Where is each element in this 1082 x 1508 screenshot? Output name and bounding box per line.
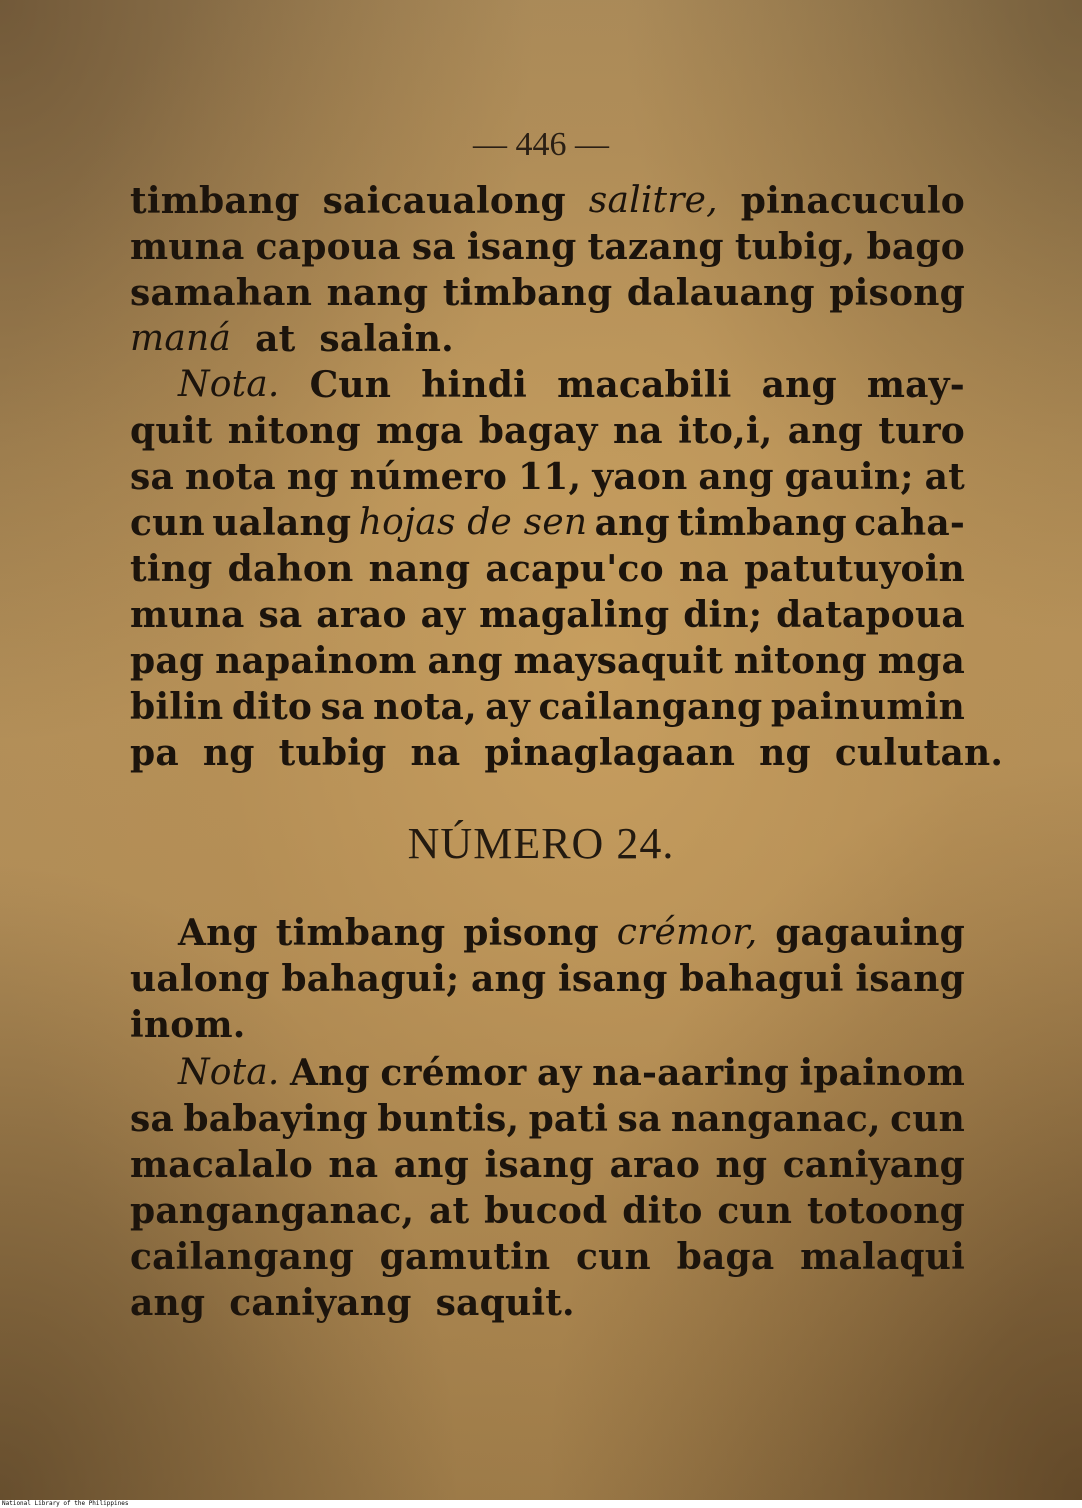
text-line [130, 1236, 965, 1278]
word: nitong [227, 410, 361, 452]
word: tazang [587, 226, 724, 268]
word: dito [622, 1190, 703, 1232]
word: pa [130, 732, 179, 774]
italic-word: crémor, [616, 912, 758, 953]
word: dito [231, 686, 313, 728]
word: dahon [227, 548, 354, 590]
word: hindi [421, 364, 528, 406]
word: na [328, 1144, 379, 1186]
word: cun [130, 502, 205, 544]
word: cun [576, 1236, 651, 1278]
word: crémor [380, 1052, 527, 1094]
word: salain. [319, 318, 454, 360]
word: ito,i, [678, 410, 773, 452]
text-line [130, 548, 965, 590]
page-number: — 446 — [473, 126, 609, 163]
word: ang [594, 502, 670, 544]
text-line [130, 1004, 965, 1046]
word: nang [326, 272, 429, 314]
text-line [130, 1190, 965, 1232]
word: ang [427, 640, 503, 682]
word: ay [485, 686, 530, 728]
word: timbang [130, 180, 300, 222]
text-line [130, 732, 1004, 774]
word: patutuyoin [744, 548, 965, 590]
word: ay [536, 1052, 582, 1094]
word: cailangang [130, 1236, 354, 1278]
word: pisong [829, 272, 965, 314]
word: saicaualong [322, 180, 566, 222]
word: pati [528, 1098, 609, 1140]
word: at [255, 318, 296, 360]
italic-word: salitre, [588, 180, 718, 221]
word: sa [258, 594, 303, 636]
word: na [679, 548, 729, 590]
word: pisong [463, 912, 599, 954]
word: inom. [130, 1004, 246, 1046]
text-line [130, 1282, 965, 1324]
word: gauin; [784, 456, 914, 498]
word: mga [877, 640, 965, 682]
word: acapu'co [485, 548, 664, 590]
italic-word: Nota. [178, 364, 280, 405]
text-line [130, 364, 965, 406]
word: arao [316, 594, 407, 636]
word: ang [761, 364, 837, 406]
word: na [410, 732, 461, 774]
word: nanganac, [670, 1098, 881, 1140]
word: ualang [212, 502, 352, 544]
word: capoua [255, 226, 401, 268]
word: quit [130, 410, 213, 452]
word: ay [420, 594, 466, 636]
word: cun [717, 1190, 793, 1232]
word: cun [890, 1098, 965, 1140]
word: bagay [478, 410, 598, 452]
word: muna [130, 226, 245, 268]
library-credit: National Library of the Philippines [2, 1500, 1082, 1508]
word: datapoua [776, 594, 965, 636]
word: sa [130, 1098, 174, 1140]
word: isang [855, 958, 965, 1000]
word: pag [130, 640, 205, 682]
word: mga [376, 410, 464, 452]
word: macabili [557, 364, 732, 406]
word: caha- [854, 502, 965, 544]
word: nota [184, 456, 276, 498]
word: bago [866, 226, 965, 268]
word: muna [130, 594, 245, 636]
text-line [130, 226, 965, 268]
word: bucod [484, 1190, 608, 1232]
word: caniyang [782, 1144, 965, 1186]
word: napainom [215, 640, 417, 682]
word: at [428, 1190, 470, 1232]
word: timbang [677, 502, 847, 544]
word: may- [866, 364, 965, 406]
text-line [130, 456, 965, 498]
word: baga [676, 1236, 775, 1278]
word: bahagui; [281, 958, 460, 1000]
italic-word: Nota. [178, 1052, 280, 1093]
text-line [130, 1052, 965, 1094]
text-line [130, 180, 965, 222]
text-line [130, 594, 965, 636]
word: número [349, 456, 508, 498]
word: gamutin [379, 1236, 551, 1278]
word: timbang [442, 272, 613, 314]
word: na-aaring [592, 1052, 789, 1094]
word: na [612, 410, 663, 452]
word: caniyang [229, 1282, 412, 1324]
word: samahan [130, 272, 313, 314]
word: pinaglagaan [484, 732, 736, 774]
word: din; [683, 594, 763, 636]
word: tubig, [734, 226, 856, 268]
word: macalalo [130, 1144, 313, 1186]
text-line [130, 640, 965, 682]
word: malaqui [800, 1236, 965, 1278]
word: ting [130, 548, 213, 590]
word: babaying [183, 1098, 368, 1140]
text-line [130, 1098, 965, 1140]
word: bilin [130, 686, 224, 728]
word: dalauang [626, 272, 815, 314]
word: sa [617, 1098, 662, 1140]
text-line [130, 272, 965, 314]
word: yaon [592, 456, 688, 498]
word: culutan. [834, 732, 1004, 774]
word: Ang [178, 912, 258, 954]
italic-word: maná [130, 318, 232, 359]
italic-word: hojas de sen [358, 502, 588, 543]
word: painumin [770, 686, 965, 728]
word: nitong [733, 640, 867, 682]
word: totoong [806, 1190, 965, 1232]
word: isang [557, 958, 668, 1000]
word: saquit. [435, 1282, 575, 1324]
word: ng [202, 732, 255, 774]
word: at [924, 456, 965, 498]
word: sa [130, 456, 174, 498]
word: tubig [278, 732, 387, 774]
word: nota, [373, 686, 477, 728]
word: buntis, [377, 1098, 520, 1140]
word: ng [286, 456, 339, 498]
word: gagauing [775, 912, 965, 954]
word: sa [411, 226, 456, 268]
word: pinacuculo [740, 180, 965, 222]
section-heading: NÚMERO 24. [407, 819, 675, 868]
word: ang [130, 1282, 206, 1324]
text-line [130, 410, 965, 452]
word: ang [698, 456, 774, 498]
text-line [130, 502, 965, 544]
word: ang [471, 958, 547, 1000]
word: magaling [479, 594, 670, 636]
text-line [130, 318, 965, 360]
word: panganganac, [130, 1190, 415, 1232]
word: ng [759, 732, 811, 774]
word: sa [320, 686, 365, 728]
word: ang [393, 1144, 470, 1186]
word: isang [466, 226, 577, 268]
word: cailangang [538, 686, 763, 728]
text-line [130, 1144, 965, 1186]
word: ang [787, 410, 864, 452]
word: nang [368, 548, 471, 590]
word: isang [484, 1144, 595, 1186]
word: 11, [518, 456, 582, 498]
word: turo [878, 410, 965, 452]
word: ualong [130, 958, 270, 1000]
word: maysaquit [513, 640, 724, 682]
word: ipainom [799, 1052, 965, 1094]
text-line [130, 912, 965, 954]
text-line [130, 958, 965, 1000]
word: Ang [290, 1052, 370, 1094]
word: ng [715, 1144, 768, 1186]
word: Cun [309, 364, 392, 406]
word: arao [609, 1144, 701, 1186]
word: bahagui [679, 958, 844, 1000]
word: timbang [275, 912, 446, 954]
text-line [130, 686, 965, 728]
